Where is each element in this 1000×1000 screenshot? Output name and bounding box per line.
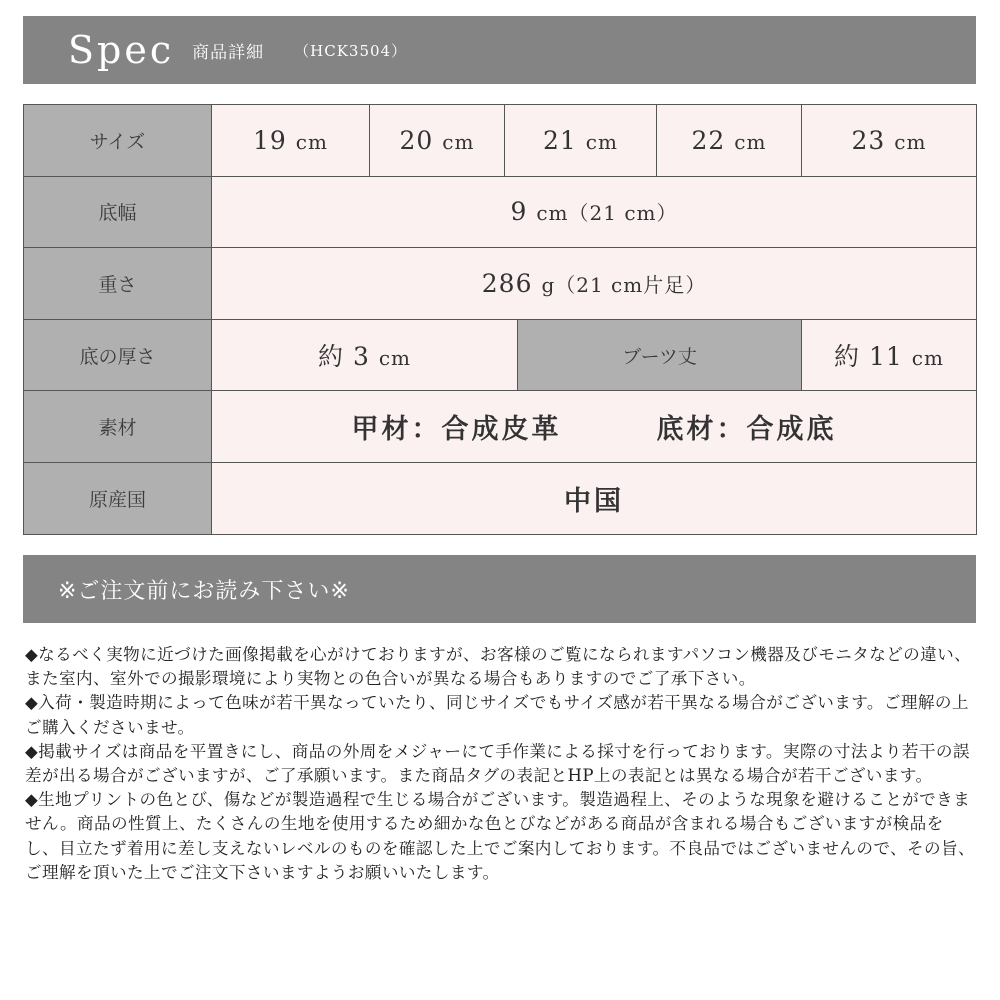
boot-unit: cm (911, 346, 944, 371)
size-cell (657, 105, 802, 177)
spec-title: Spec (68, 28, 175, 72)
spec-subtitle: 商品詳細 (192, 42, 265, 63)
size-number: 23 (851, 125, 886, 155)
weight-unit: g (541, 272, 556, 297)
boot-number: 約 11 (834, 342, 903, 372)
size-label: サイズ (24, 105, 212, 177)
material-row (24, 391, 977, 463)
boot-value (802, 319, 977, 391)
material-label: 素材 (24, 391, 212, 463)
weight-number: 286 (481, 268, 533, 298)
size-unit: cm (442, 129, 475, 154)
notice-paragraph: ◆生地プリントの色とび、傷などが製造過程で生じる場合がございます。製造過程上、そのような現象を避けることができません。商品の性質上、たくさんの生地を使用するため細かな色とびなどがある商品が含まれる場合もございますが検品をし、目立たず着用に差し支えないレベルのものを確認した上でご案内しております。不良品ではございませんので、その旨、ご理解を頂いた上でご注文下さいますようお願いいたします。 (25, 790, 975, 882)
sole-number: 約 3 (318, 342, 370, 372)
size-cell (505, 105, 657, 177)
width-unit: cm (536, 201, 569, 226)
weight-label: 重さ (24, 248, 212, 320)
size-unit: cm (585, 129, 618, 154)
product-code: （HCK3504） (294, 41, 408, 60)
weight-row (24, 248, 977, 320)
size-unit: cm (894, 129, 927, 154)
notice-title: ※ご注文前にお読み下さい※ (58, 578, 350, 604)
origin-value: 中国 (212, 462, 977, 534)
size-number: 20 (399, 125, 434, 155)
size-cell (212, 105, 370, 177)
spec-table (23, 104, 977, 535)
material-value (212, 391, 977, 463)
sole-label: 底の厚さ (24, 319, 212, 391)
origin-label: 原産国 (24, 462, 212, 534)
notice-header (23, 555, 976, 623)
size-unit: cm (295, 129, 328, 154)
size-number: 22 (691, 125, 726, 155)
material-sole: 底材：合成底 (656, 414, 837, 446)
thickness-row (24, 319, 977, 391)
size-unit: cm (734, 129, 767, 154)
origin-row (24, 462, 977, 534)
weight-value (212, 248, 977, 320)
sole-unit: cm (378, 346, 411, 371)
width-number: 9 (510, 197, 528, 227)
width-label: 底幅 (24, 176, 212, 248)
weight-note: （21 cm片足） (555, 272, 707, 297)
notice-paragraph: ◆なるべく実物に近づけた画像掲載を心がけておりますが、お客様のご覧になられますパソコン機器及びモニタなどの違い、また室内、室外での撮影環境により実物との色合いが異なる場合もありますのでご了承下さい。 (25, 645, 972, 689)
sole-value (212, 319, 518, 391)
size-cell (802, 105, 977, 177)
size-row (24, 105, 977, 177)
width-value (212, 176, 977, 248)
boot-label: ブーツ丈 (518, 319, 802, 391)
notice-body (25, 643, 975, 885)
spec-header (23, 16, 976, 84)
notice-paragraph: ◆入荷・製造時期によって色味が若干異なっていたり、同じサイズでもサイズ感が若干異なる場合がございます。ご理解の上ご購入くださいませ。 (25, 693, 969, 737)
size-number: 19 (253, 125, 287, 155)
width-note: （21 cm） (568, 201, 678, 226)
width-row (24, 176, 977, 248)
material-upper: 甲材：合成皮革 (351, 414, 562, 446)
notice-paragraph: ◆掲載サイズは商品を平置きにし、商品の外周をメジャーにて手作業による採寸を行っております。実際の寸法より若干の誤差が出る場合がございますが、ご了承願います。また商品タグの表記とHP上の表記とは異なる場合が若干ございます。 (25, 741, 970, 786)
size-number: 21 (543, 125, 577, 155)
size-cell (370, 105, 505, 177)
